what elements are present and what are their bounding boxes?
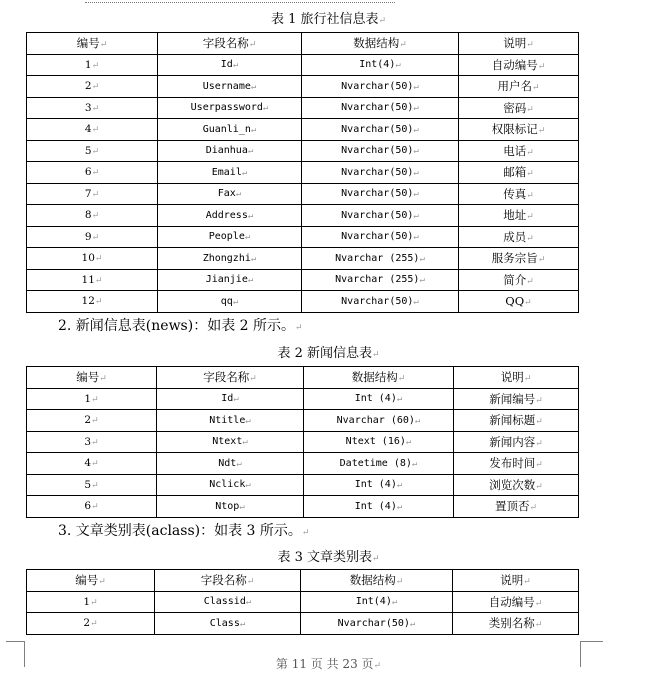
cell-description: QQ↵ <box>459 291 579 313</box>
cell-data-type: Int(4)↵ <box>302 54 459 76</box>
cell-data-type: Nvarchar(50)↵ <box>302 183 459 205</box>
cell-field-name: Ndt↵ <box>157 453 304 475</box>
cell-data-type: Nvarchar (255)↵ <box>302 248 459 270</box>
cell-data-type: Nvarchar(50)↵ <box>302 76 459 98</box>
cell-description: 置顶否↵ <box>454 496 579 518</box>
cell-description: 自动编号↵ <box>459 54 579 76</box>
cell-field-name: Email↵ <box>158 162 302 184</box>
cell-field-name: Id↵ <box>158 54 302 76</box>
cell-number: 6↵ <box>27 496 157 518</box>
cell-data-type: Int(4)↵ <box>301 591 453 613</box>
cell-description: 类别名称↵ <box>453 613 579 635</box>
column-header: 编号↵ <box>27 570 155 592</box>
cell-description: 新闻内容↵ <box>454 431 579 453</box>
cell-field-name: Userpassword↵ <box>158 97 302 119</box>
cell-data-type: Nvarchar(50)↵ <box>302 162 459 184</box>
cell-data-type: Int (4)↵ <box>304 388 454 410</box>
cell-data-type: Nvarchar(50)↵ <box>302 97 459 119</box>
table-row <box>27 226 579 248</box>
cell-field-name: Username↵ <box>158 76 302 98</box>
cell-data-type: Nvarchar (60)↵ <box>304 410 454 432</box>
cell-data-type: Nvarchar (255)↵ <box>302 269 459 291</box>
table-header-row <box>27 367 579 389</box>
cell-number: 4↵ <box>27 453 157 475</box>
cell-number: 4↵ <box>27 119 158 141</box>
cell-data-type: Nvarchar(50)↵ <box>302 119 459 141</box>
table-header-row <box>27 33 579 55</box>
column-header: 说明↵ <box>459 33 579 55</box>
cell-number: 3↵ <box>27 97 158 119</box>
cell-description: 新闻标题↵ <box>454 410 579 432</box>
cell-field-name: qq↵ <box>158 291 302 313</box>
cell-field-name: Guanli_n↵ <box>158 119 302 141</box>
table-row <box>27 119 579 141</box>
cut-off-previous-text <box>85 0 395 3</box>
cell-field-name: Ntext↵ <box>157 431 304 453</box>
column-header: 数据结构↵ <box>301 570 453 592</box>
cell-field-name: Zhongzhi↵ <box>158 248 302 270</box>
cell-description: 用户名↵ <box>459 76 579 98</box>
table-row <box>27 76 579 98</box>
table-row <box>27 431 579 453</box>
column-header: 编号↵ <box>27 33 158 55</box>
cell-field-name: Jianjie↵ <box>158 269 302 291</box>
cell-number: 11↵ <box>27 269 158 291</box>
cell-description: 电话↵ <box>459 140 579 162</box>
column-header: 编号↵ <box>27 367 157 389</box>
cell-number: 5↵ <box>27 140 158 162</box>
table-2-caption: 表 2 新闻信息表↵ <box>277 346 380 361</box>
table-row <box>27 162 579 184</box>
table-1 <box>26 32 579 313</box>
table-row <box>27 591 579 613</box>
cell-number: 5↵ <box>27 474 157 496</box>
table-1-caption: 表 1 旅行社信息表↵ <box>270 12 387 27</box>
cell-number: 6↵ <box>27 162 158 184</box>
cell-field-name: Dianhua↵ <box>158 140 302 162</box>
table-row <box>27 453 579 475</box>
section-3-heading: 3. 文章类别表(aclass)：如表 3 所示。↵ <box>58 523 310 539</box>
table-row <box>27 54 579 76</box>
table-2 <box>26 366 579 518</box>
cell-field-name: Address↵ <box>158 205 302 227</box>
cell-number: 7↵ <box>27 183 158 205</box>
cell-description: 自动编号↵ <box>453 591 579 613</box>
table-row <box>27 97 579 119</box>
cell-field-name: Class↵ <box>155 613 301 635</box>
cell-description: 权限标记↵ <box>459 119 579 141</box>
table-row <box>27 613 579 635</box>
cell-number: 2↵ <box>27 613 155 635</box>
table-row <box>27 291 579 313</box>
cell-number: 12↵ <box>27 291 158 313</box>
cell-number: 9↵ <box>27 226 158 248</box>
table-row <box>27 183 579 205</box>
page-footer: 第 11 页 共 23 页↵ <box>275 657 382 671</box>
cell-data-type: Nvarchar(50)↵ <box>302 205 459 227</box>
column-header: 说明↵ <box>453 570 579 592</box>
cell-field-name: Classid↵ <box>155 591 301 613</box>
cell-field-name: People↵ <box>158 226 302 248</box>
cell-field-name: Fax↵ <box>158 183 302 205</box>
table-3 <box>26 569 579 635</box>
cell-data-type: Nvarchar(50)↵ <box>301 613 453 635</box>
table-row <box>27 496 579 518</box>
cell-description: 简介↵ <box>459 269 579 291</box>
table-row <box>27 388 579 410</box>
column-header: 字段名称↵ <box>157 367 304 389</box>
cell-data-type: Int (4)↵ <box>304 474 454 496</box>
cell-field-name: Ntop↵ <box>157 496 304 518</box>
cell-number: 2↵ <box>27 410 157 432</box>
cell-number: 2↵ <box>27 76 158 98</box>
cell-description: 新闻编号↵ <box>454 388 579 410</box>
cell-description: 服务宗旨↵ <box>459 248 579 270</box>
column-header: 字段名称↵ <box>155 570 301 592</box>
cell-number: 3↵ <box>27 431 157 453</box>
cell-data-type: Int (4)↵ <box>304 496 454 518</box>
cell-number: 10↵ <box>27 248 158 270</box>
cell-description: 浏览次数↵ <box>454 474 579 496</box>
cell-field-name: Nclick↵ <box>157 474 304 496</box>
cell-description: 成员↵ <box>459 226 579 248</box>
table-header-row <box>27 570 579 592</box>
column-header: 数据结构↵ <box>302 33 459 55</box>
table-row <box>27 205 579 227</box>
cell-number: 1↵ <box>27 54 158 76</box>
cell-field-name: Id↵ <box>157 388 304 410</box>
table-row <box>27 474 579 496</box>
cell-data-type: Ntext (16)↵ <box>304 431 454 453</box>
column-header: 说明↵ <box>454 367 579 389</box>
section-2-heading: 2. 新闻信息表(news)：如表 2 所示。↵ <box>58 318 303 334</box>
cell-data-type: Datetime (8)↵ <box>304 453 454 475</box>
cell-number: 8↵ <box>27 205 158 227</box>
cell-number: 1↵ <box>27 591 155 613</box>
column-header: 字段名称↵ <box>158 33 302 55</box>
cell-number: 1↵ <box>27 388 157 410</box>
table-row <box>27 410 579 432</box>
cell-description: 发布时间↵ <box>454 453 579 475</box>
cell-field-name: Ntitle↵ <box>157 410 304 432</box>
table-row <box>27 248 579 270</box>
column-header: 数据结构↵ <box>304 367 454 389</box>
cell-description: 地址↵ <box>459 205 579 227</box>
cell-description: 传真↵ <box>459 183 579 205</box>
cell-data-type: Nvarchar(50)↵ <box>302 291 459 313</box>
table-row <box>27 269 579 291</box>
cell-data-type: Nvarchar(50)↵ <box>302 226 459 248</box>
table-row <box>27 140 579 162</box>
cell-description: 邮箱↵ <box>459 162 579 184</box>
cell-data-type: Nvarchar(50)↵ <box>302 140 459 162</box>
cell-description: 密码↵ <box>459 97 579 119</box>
table-3-caption: 表 3 文章类别表↵ <box>277 550 380 565</box>
